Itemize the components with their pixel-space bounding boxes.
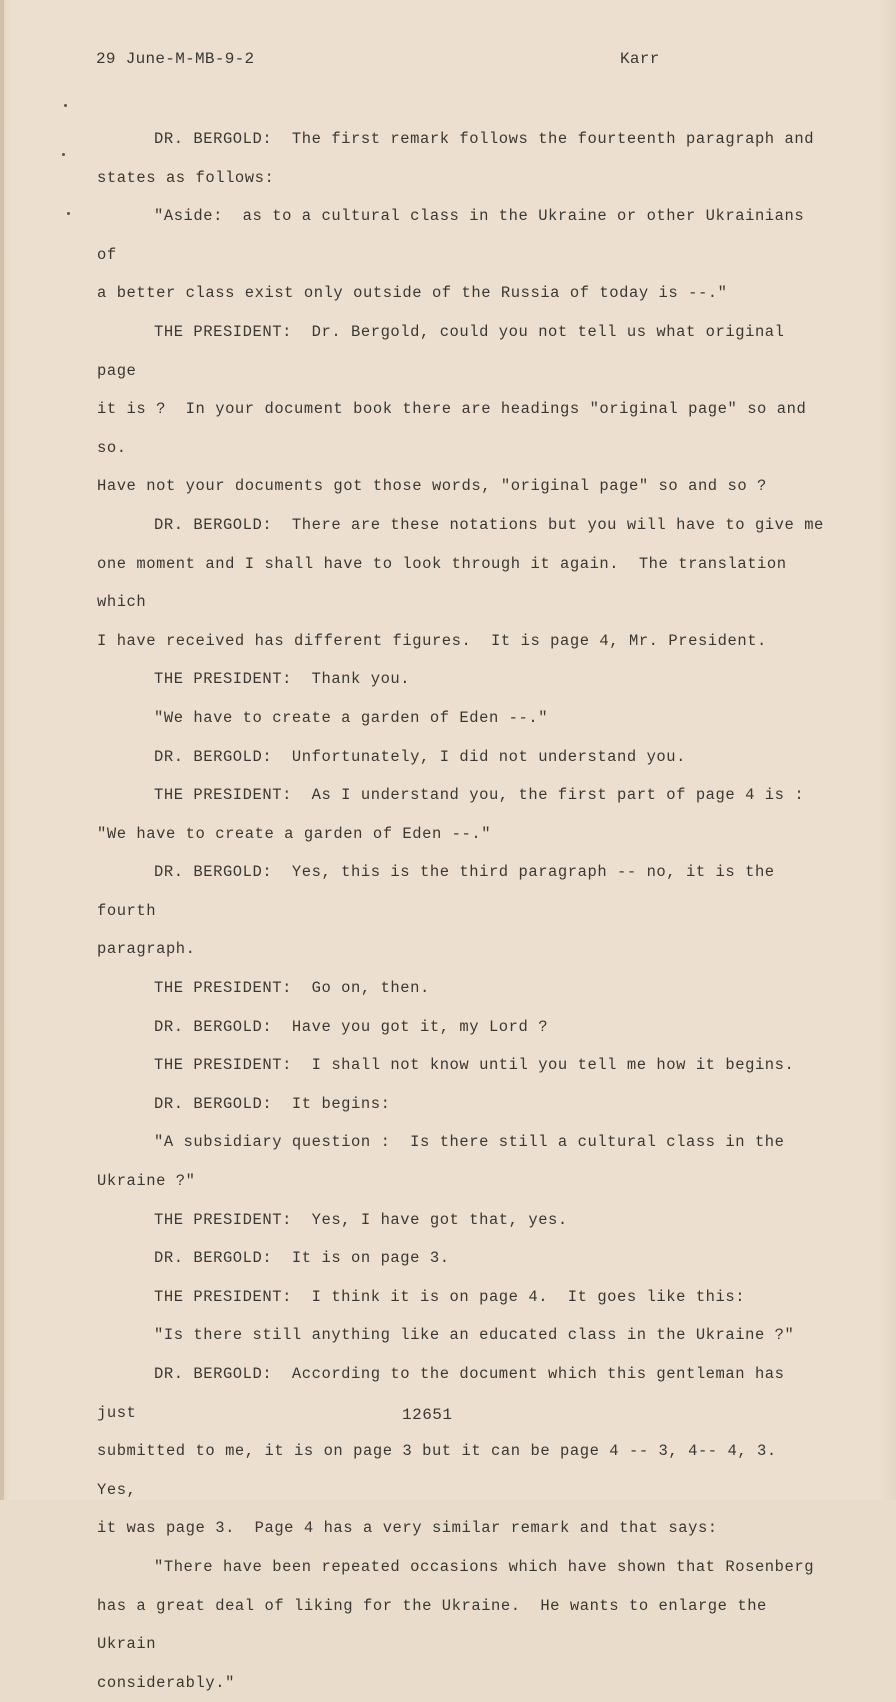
line-text: Yes, I have got that, yes. [311, 1210, 568, 1229]
line-text: paragraph. [97, 940, 196, 959]
line-text: "We have to create a garden of Eden --." [154, 708, 549, 727]
transcript-line [97, 660, 832, 699]
speaker-label: DR. BERGOLD: [154, 1094, 273, 1113]
line-text: Go on, then. [311, 979, 430, 998]
line-text: it is ? In your document book there are headings "original page" so and so. [97, 400, 817, 457]
transcript-line [97, 506, 832, 545]
speaker-label: THE PRESIDENT: [154, 670, 292, 689]
transcript-line [97, 1548, 832, 1587]
line-text: There are these notations but you will have to give me [291, 515, 824, 534]
line-text: has a great deal of liking for the Ukraine. He wants to enlarge the Ukrain [97, 1596, 777, 1654]
line-text: considerably." [97, 1673, 235, 1692]
transcript-line [97, 159, 832, 198]
page-number: 12651 [402, 1406, 453, 1424]
line-text: I have received has different figures. It is page 4, Mr. President. [97, 631, 767, 650]
speaker-label: THE PRESIDENT: [154, 1056, 292, 1075]
transcript-line [97, 197, 832, 274]
speaker-label: THE PRESIDENT: [154, 786, 292, 805]
line-text: I shall not know until you tell me how it begins. [311, 1056, 795, 1075]
speaker-label: DR. BERGOLD: [154, 130, 273, 148]
line-text: Yes, this is the third paragraph -- no, it is the fourth [97, 863, 785, 920]
transcript-line [97, 1355, 832, 1432]
transcript-line [97, 699, 832, 738]
line-text: one moment and I shall have to look through it again. The translation which [97, 554, 797, 612]
transcript-line [97, 1432, 832, 1509]
line-text: I think it is on page 4. It goes like this: [311, 1287, 746, 1306]
transcript-line [97, 1201, 832, 1240]
transcript-line [97, 776, 832, 815]
transcript-line [97, 467, 832, 506]
transcript-line [97, 545, 832, 622]
transcript-line [97, 738, 832, 777]
margin-mark [67, 212, 70, 215]
transcript-line [97, 1085, 832, 1124]
speaker-label: THE PRESIDENT: [154, 1210, 292, 1229]
transcript-line [97, 313, 832, 390]
transcript-line [97, 1664, 832, 1702]
speaker-label: DR. BERGOLD: [154, 1249, 273, 1268]
transcript-line [97, 1008, 832, 1047]
transcript-line [97, 930, 832, 969]
speaker-label: THE PRESIDENT: [154, 979, 292, 998]
line-text: it was page 3. Page 4 has a very similar remark and that says: [97, 1519, 718, 1538]
transcript-line [97, 1046, 832, 1085]
line-text: As I understand you, the first part of page 4 is : [311, 786, 805, 805]
transcript-line [97, 622, 832, 661]
transcript-line [97, 274, 832, 313]
transcript-line [97, 1278, 832, 1317]
line-text: Thank you. [311, 670, 411, 689]
speaker-label: DR. BERGOLD: [154, 747, 273, 766]
speaker-label: THE PRESIDENT: [154, 322, 292, 341]
transcript-line [97, 1316, 832, 1355]
transcript-line [97, 1509, 832, 1548]
line-text: "A subsidiary question : Is there still a cultural class in the [154, 1133, 785, 1152]
margin-mark [64, 104, 67, 107]
transcript-line [97, 1239, 832, 1278]
line-text: It begins: [291, 1094, 391, 1113]
line-text: submitted to me, it is on page 3 but it can be page 4 -- 3, 4-- 4, 3. Yes, [97, 1442, 797, 1499]
line-text: Ukraine ?" [97, 1172, 196, 1191]
transcript-line [97, 1123, 832, 1162]
line-text: "We have to create a garden of Eden --." [97, 824, 492, 843]
line-text: Have not your documents got those words, "original page" so and so ? [97, 477, 767, 496]
speaker-label: THE PRESIDENT: [154, 1287, 292, 1306]
speaker-label: DR. BERGOLD: [154, 1017, 273, 1036]
line-text: Have you got it, my Lord ? [291, 1017, 549, 1036]
margin-mark [62, 153, 65, 156]
line-text: states as follows: [97, 168, 275, 187]
line-text: It is on page 3. [291, 1249, 450, 1268]
speaker-label: DR. BERGOLD: [154, 1365, 273, 1383]
line-text: "Is there still anything like an educated class in the Ukraine ?" [154, 1326, 795, 1345]
transcript-body [97, 120, 832, 1702]
transcript-line [97, 120, 832, 159]
line-text: a better class exist only outside of the Russia of today is --." [97, 284, 728, 303]
line-text: "Aside: as to a cultural class in the Ukraine or other Ukrainians of [97, 207, 815, 264]
transcript-line [97, 1587, 832, 1664]
line-text: "There have been repeated occasions which have shown that Rosenberg [154, 1557, 815, 1576]
speaker-label: DR. BERGOLD: [154, 863, 273, 882]
line-text: According to the document which this gentleman has just [97, 1365, 795, 1422]
header-reporter: Karr [620, 50, 660, 68]
header-reference: 29 June-M-MB-9-2 [96, 50, 255, 68]
transcript-line [97, 815, 832, 854]
speaker-label: DR. BERGOLD: [154, 515, 273, 534]
transcript-line [97, 969, 832, 1008]
transcript-line [97, 1162, 832, 1201]
transcript-line [97, 390, 832, 467]
line-text: Dr. Bergold, could you not tell us what original page [97, 322, 795, 380]
line-text: The first remark follows the fourteenth paragraph and [291, 130, 815, 148]
line-text: Unfortunately, I did not understand you. [291, 747, 686, 766]
transcript-line [97, 853, 832, 930]
